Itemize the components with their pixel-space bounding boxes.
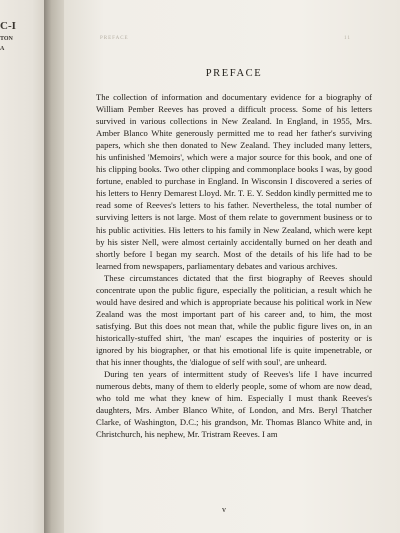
show-through-running-head: PREFACE <box>100 36 129 41</box>
show-through-page-number: 11 <box>344 36 351 41</box>
page-text <box>96 62 372 440</box>
paragraph: These circumstances dictated that the first biography of Reeves should concentrate upon the public figure, especially the politician, a result which he would have desired and which is appropriate because his political work in New Zealand was the most important part of his career and, to him, the most satisfying. But this does not mean that, while the public figure lives on, in an historically-stuffed shirt, 'the man' escapes the inquiries of posterity or is ignored by his biographer, or that his emotional life is quite impenetrable, or that his inner thoughts, the 'dialogue of self with soul', are unheard. <box>96 272 372 368</box>
facing-page <box>0 0 46 533</box>
paragraph: During ten years of intermittent study of Reeves's life I have incurred numerous debts, many of them to elderly people, some of whom are now dead, who told me what they knew of him. Especially I must thank Reeves's daughters, Mrs. Amber Blanco White, of London, and Mrs. Beryl Thatcher Clarke, of Washington, D.C.; his grandson, Mr. Thomas Blanco White and, in Christchurch, his nephew, Mr. Tristram Reeves. I am <box>96 369 372 440</box>
book-gutter <box>44 0 66 533</box>
facing-page-fragment: TON <box>0 36 13 42</box>
paragraph: The collection of information and documentary evidence for a biography of William Pember Reeves has proved a difficult process. Some of his letters survived in various collections in New Zealand. In England, in 1955, Mrs. Amber Blanco White generously permitted me to read her father's surviving papers, which she then donated to New Zealand. They included many letters, his unfinished 'Memoirs', which were a major source for this book, and one of his clipping books. Two other clipping and commonplace books I was, by good fortune, enabled to purchase in England. In Wisconsin I discovered a series of his letters to Henry Demarest Lloyd. Mr. T. E. Y. Seddon kindly permitted me to read some of Reeves's letters to his father. Nevertheless, the total number of surviving letters is not large. Most of them relate to government business or to his public activities. His letters to his family in New Zealand, which were kept by his sister Nell, were almost certainly accidentally burned on her death and shortly before I began my search. Most of the details of his life had to be learned from newspapers, parliamentary debates and various archives. <box>96 92 372 271</box>
facing-page-fragment: A <box>0 46 5 52</box>
facing-page-fragment: C-I <box>0 20 16 32</box>
page-number: v <box>222 505 226 514</box>
page-title: PREFACE <box>205 68 263 79</box>
